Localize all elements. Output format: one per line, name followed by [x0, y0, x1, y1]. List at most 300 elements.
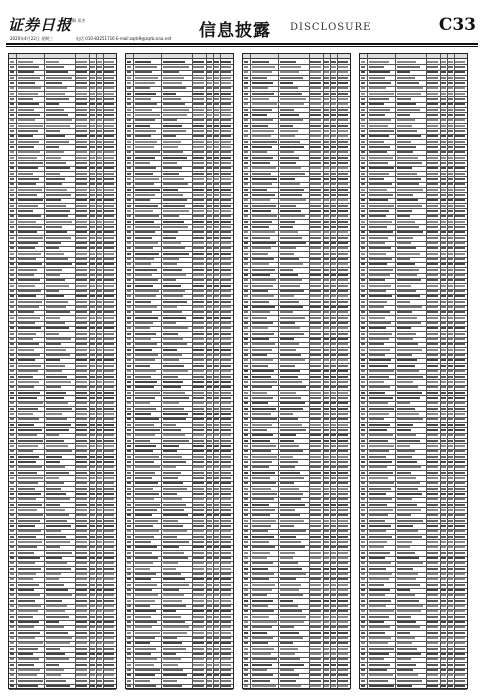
table-cell — [221, 408, 231, 410]
table-cell — [97, 93, 102, 95]
table-cell — [97, 632, 102, 634]
table-cell — [338, 173, 348, 175]
table-cell — [90, 536, 94, 538]
table-cell — [331, 130, 336, 132]
table-cell — [104, 568, 114, 570]
table-cell — [193, 514, 204, 516]
table-cell — [18, 226, 43, 228]
table-cell — [427, 221, 438, 223]
table-cell — [244, 408, 248, 410]
table-cell — [97, 520, 102, 522]
table-cell — [221, 215, 231, 217]
table-cell — [455, 440, 465, 442]
table-cell — [135, 541, 151, 543]
table-cell — [448, 488, 453, 490]
table-cell — [331, 552, 336, 554]
table-cell — [104, 343, 114, 345]
table-cell — [331, 626, 336, 628]
table-cell — [46, 429, 68, 431]
table-cell — [163, 541, 189, 543]
table-cell — [455, 626, 465, 628]
table-cell — [104, 456, 114, 458]
table-cell — [448, 461, 453, 463]
table-cell — [369, 317, 385, 319]
table-cell — [97, 242, 102, 244]
table-cell — [397, 178, 421, 180]
table-cell — [244, 87, 248, 89]
table-cell — [397, 194, 413, 196]
table-cell — [127, 552, 131, 554]
table-cell — [324, 226, 328, 228]
table-cell — [331, 141, 336, 143]
table-cell — [331, 402, 336, 404]
table-cell — [361, 210, 365, 212]
table-cell — [331, 568, 336, 570]
table-cell — [244, 247, 248, 249]
table-cell — [193, 125, 204, 127]
table-cell — [427, 610, 438, 612]
table-cell — [361, 685, 365, 687]
table-cell — [252, 199, 270, 201]
table-cell — [427, 130, 438, 132]
table-cell — [10, 103, 14, 105]
table-cell — [448, 653, 453, 655]
table-cell — [244, 135, 248, 137]
table-cell — [252, 568, 268, 570]
table-cell — [127, 541, 131, 543]
table-cell — [207, 263, 211, 265]
table-cell — [214, 536, 219, 538]
table-cell — [331, 119, 336, 121]
table-cell — [18, 189, 43, 191]
table-cell — [252, 338, 269, 340]
table-cell — [338, 514, 348, 516]
table-cell — [214, 221, 219, 223]
table-cell — [104, 429, 114, 431]
table-cell — [252, 626, 272, 628]
table-cell — [46, 450, 72, 452]
table-cell — [207, 205, 211, 207]
table-cell — [441, 370, 445, 372]
table-cell — [397, 130, 416, 132]
table-cell — [252, 333, 274, 335]
table-cell — [338, 546, 348, 548]
table-cell — [310, 413, 321, 415]
table-cell — [310, 434, 321, 436]
table-cell — [10, 477, 14, 479]
table-cell — [97, 413, 102, 415]
table-cell — [455, 210, 465, 212]
table-cell — [90, 247, 94, 249]
table-cell — [135, 568, 150, 570]
table-cell — [252, 450, 271, 452]
table-cell — [135, 365, 150, 367]
table-cell — [455, 322, 465, 324]
table-cell — [163, 226, 188, 228]
table-cell — [310, 584, 321, 586]
table-cell — [10, 162, 14, 164]
table-cell — [244, 493, 248, 495]
table-cell — [448, 71, 453, 73]
table-cell — [163, 552, 183, 554]
table-cell — [448, 418, 453, 420]
table-cell — [427, 637, 438, 639]
table-cell — [331, 183, 336, 185]
table-cell — [221, 71, 231, 73]
table-cell — [427, 290, 438, 292]
table-cell — [369, 61, 389, 63]
table-cell — [135, 317, 159, 319]
table-cell — [252, 664, 272, 666]
table-cell — [244, 71, 248, 73]
table-cell — [397, 269, 418, 271]
table-cell — [361, 461, 365, 463]
table-cell — [369, 178, 384, 180]
table-cell — [324, 413, 328, 415]
table-cell — [455, 685, 465, 687]
table-cell — [441, 226, 445, 228]
table-cell — [455, 194, 465, 196]
table-cell — [310, 552, 321, 554]
table-cell — [97, 157, 102, 159]
table-cell — [252, 109, 272, 111]
table-cell — [97, 263, 102, 265]
table-cell — [127, 205, 131, 207]
table-cell — [441, 477, 445, 479]
table-cell — [97, 472, 102, 474]
table-cell — [221, 162, 231, 164]
table-cell — [397, 413, 418, 415]
table-cell — [104, 557, 114, 559]
table-cell — [76, 605, 87, 607]
table-cell — [427, 525, 438, 527]
table-cell — [193, 210, 204, 212]
table-cell — [46, 669, 63, 671]
table-cell — [163, 370, 188, 372]
table-cell — [135, 178, 160, 180]
table-cell — [10, 685, 14, 687]
table-cell — [10, 274, 14, 276]
table-cell — [427, 584, 438, 586]
table-cell — [280, 397, 300, 399]
table-cell — [90, 461, 94, 463]
table-cell — [310, 338, 321, 340]
table-cell — [163, 669, 182, 671]
table-cell — [221, 397, 231, 399]
table-cell — [46, 477, 59, 479]
table-cell — [104, 269, 114, 271]
table-column-1 — [8, 53, 117, 689]
table-cell — [369, 520, 385, 522]
table-cell — [324, 210, 328, 212]
table-cell — [18, 98, 33, 100]
table-cell — [448, 173, 453, 175]
table-cell — [221, 167, 231, 169]
table-cell — [76, 584, 87, 586]
table-cell — [324, 674, 328, 676]
table-cell — [104, 472, 114, 474]
table-cell — [361, 658, 365, 660]
table-cell — [448, 98, 453, 100]
table-cell — [127, 440, 131, 442]
table-cell — [280, 114, 298, 116]
table-cell — [127, 226, 131, 228]
table-cell — [18, 173, 33, 175]
table-cell — [10, 317, 14, 319]
table-cell — [104, 98, 114, 100]
table-cell — [97, 237, 102, 239]
table-cell — [397, 568, 413, 570]
table-cell — [252, 183, 272, 185]
table-cell — [214, 381, 219, 383]
table-cell — [331, 173, 336, 175]
table-cell — [127, 589, 131, 591]
table-cell — [76, 61, 87, 63]
table-cell — [104, 317, 114, 319]
table-cell — [338, 167, 348, 169]
table-cell — [397, 354, 412, 356]
table-cell — [127, 648, 131, 650]
issue-date: 2020年4月22日 星期三 — [10, 36, 54, 41]
table-cell — [90, 178, 94, 180]
table-cell — [163, 509, 183, 511]
table-cell — [221, 317, 231, 319]
table-cell — [448, 520, 453, 522]
table-cell — [331, 279, 336, 281]
table-cell — [324, 568, 328, 570]
table-cell — [104, 536, 114, 538]
table-cell — [207, 584, 211, 586]
table-cell — [18, 237, 44, 239]
table-cell — [310, 354, 321, 356]
table-cell — [193, 82, 204, 84]
table-cell — [127, 295, 131, 297]
table-cell — [448, 210, 453, 212]
table-cell — [427, 648, 438, 650]
table-cell — [135, 221, 154, 223]
table-cell — [135, 434, 155, 436]
table-cell — [397, 557, 418, 559]
table-cell — [252, 87, 268, 89]
table-cell — [361, 642, 365, 644]
table-cell — [76, 509, 87, 511]
table-cell — [46, 301, 67, 303]
table-cell — [193, 221, 204, 223]
table-cell — [455, 226, 465, 228]
table-cell — [441, 157, 445, 159]
table-cell — [338, 637, 348, 639]
table-cell — [207, 610, 211, 612]
table-cell — [310, 66, 321, 68]
table-cell — [427, 370, 438, 372]
table-cell — [97, 285, 102, 287]
table-cell — [193, 562, 204, 564]
table-cell — [361, 322, 365, 324]
table-cell — [163, 82, 181, 84]
table-cell — [427, 632, 438, 634]
table-cell — [46, 210, 70, 212]
table-cell — [455, 632, 465, 634]
table-cell — [90, 680, 94, 682]
table-cell — [193, 680, 204, 682]
table-cell — [331, 653, 336, 655]
table-cell — [397, 664, 415, 666]
table-cell — [163, 349, 177, 351]
table-cell — [397, 498, 412, 500]
table-cell — [244, 520, 248, 522]
table-cell — [427, 77, 438, 79]
table-cell — [104, 658, 114, 660]
table-cell — [76, 338, 87, 340]
table-cell — [369, 461, 393, 463]
table-cell — [369, 135, 389, 137]
table-cell — [221, 610, 231, 612]
table-cell — [280, 461, 297, 463]
table-cell — [397, 87, 423, 89]
table-cell — [427, 253, 438, 255]
table-cell — [331, 263, 336, 265]
table-cell — [361, 493, 365, 495]
table-cell — [338, 536, 348, 538]
table-cell — [244, 626, 248, 628]
table-cell — [244, 365, 248, 367]
table-cell — [448, 162, 453, 164]
table-cell — [338, 573, 348, 575]
table-cell — [90, 71, 94, 73]
table-cell — [193, 461, 204, 463]
table-cell — [221, 546, 231, 548]
table-cell — [135, 130, 156, 132]
table-cell — [46, 642, 70, 644]
table-cell — [104, 381, 114, 383]
table-cell — [331, 482, 336, 484]
table-cell — [18, 178, 39, 180]
table-cell — [10, 189, 14, 191]
table-cell — [18, 600, 35, 602]
table-cell — [369, 237, 388, 239]
table-cell — [369, 573, 393, 575]
table-cell — [361, 306, 365, 308]
table-cell — [244, 311, 248, 313]
table-cell — [331, 269, 336, 271]
table-cell — [97, 541, 102, 543]
table-cell — [280, 301, 298, 303]
table-cell — [163, 658, 180, 660]
table-cell — [193, 327, 204, 329]
table-cell — [455, 215, 465, 217]
table-cell — [127, 146, 131, 148]
table-cell — [280, 317, 305, 319]
table-cell — [135, 424, 154, 426]
table-cell — [369, 456, 386, 458]
table-cell — [104, 354, 114, 356]
table-cell — [76, 520, 87, 522]
table-cell — [280, 349, 296, 351]
table-cell — [427, 685, 438, 687]
table-cell — [244, 669, 248, 671]
table-cell — [207, 498, 211, 500]
table-cell — [310, 477, 321, 479]
table-cell — [46, 482, 63, 484]
table-cell — [221, 418, 231, 420]
table-cell — [448, 226, 453, 228]
table-cell — [455, 584, 465, 586]
table-cell — [46, 194, 71, 196]
table-cell — [193, 71, 204, 73]
table-cell — [331, 189, 336, 191]
table-cell — [10, 354, 14, 356]
table-cell — [214, 637, 219, 639]
table-cell — [441, 616, 445, 618]
table-cell — [46, 541, 70, 543]
table-cell — [90, 605, 94, 607]
table-cell — [252, 306, 276, 308]
table-cell — [135, 680, 150, 682]
table-cell — [221, 178, 231, 180]
table-cell — [90, 381, 94, 383]
table-cell — [90, 472, 94, 474]
table-cell — [397, 349, 422, 351]
table-cell — [331, 210, 336, 212]
table-cell — [214, 568, 219, 570]
table-cell — [18, 82, 35, 84]
table-cell — [427, 653, 438, 655]
table-cell — [361, 237, 365, 239]
table-cell — [207, 626, 211, 628]
table-cell — [331, 562, 336, 564]
table-cell — [310, 226, 321, 228]
table-cell — [338, 578, 348, 580]
table-cell — [163, 600, 181, 602]
table-cell — [221, 616, 231, 618]
table-cell — [163, 397, 189, 399]
table-cell — [90, 440, 94, 442]
table-cell — [361, 674, 365, 676]
table-cell — [397, 573, 417, 575]
table-cell — [97, 338, 102, 340]
table-cell — [127, 194, 131, 196]
table-cell — [18, 167, 38, 169]
table-cell — [90, 61, 94, 63]
table-cell — [97, 365, 102, 367]
table-cell — [104, 632, 114, 634]
table-cell — [127, 327, 131, 329]
table-cell — [214, 573, 219, 575]
table-cell — [252, 322, 273, 324]
table-cell — [369, 589, 390, 591]
table-cell — [46, 552, 72, 554]
table-cell — [397, 162, 422, 164]
table-cell — [135, 231, 155, 233]
table-cell — [310, 71, 321, 73]
table-cell — [46, 189, 66, 191]
table-cell — [310, 488, 321, 490]
table-cell — [310, 594, 321, 596]
table-cell — [455, 493, 465, 495]
table-cell — [427, 349, 438, 351]
table-cell — [448, 402, 453, 404]
table-cell — [331, 674, 336, 676]
table-cell — [397, 685, 412, 687]
table-cell — [448, 429, 453, 431]
table-cell — [135, 301, 151, 303]
table-cell — [338, 493, 348, 495]
table-cell — [441, 359, 445, 361]
table-cell — [10, 408, 14, 410]
table-cell — [331, 610, 336, 612]
table-cell — [18, 231, 37, 233]
table-cell — [127, 66, 131, 68]
